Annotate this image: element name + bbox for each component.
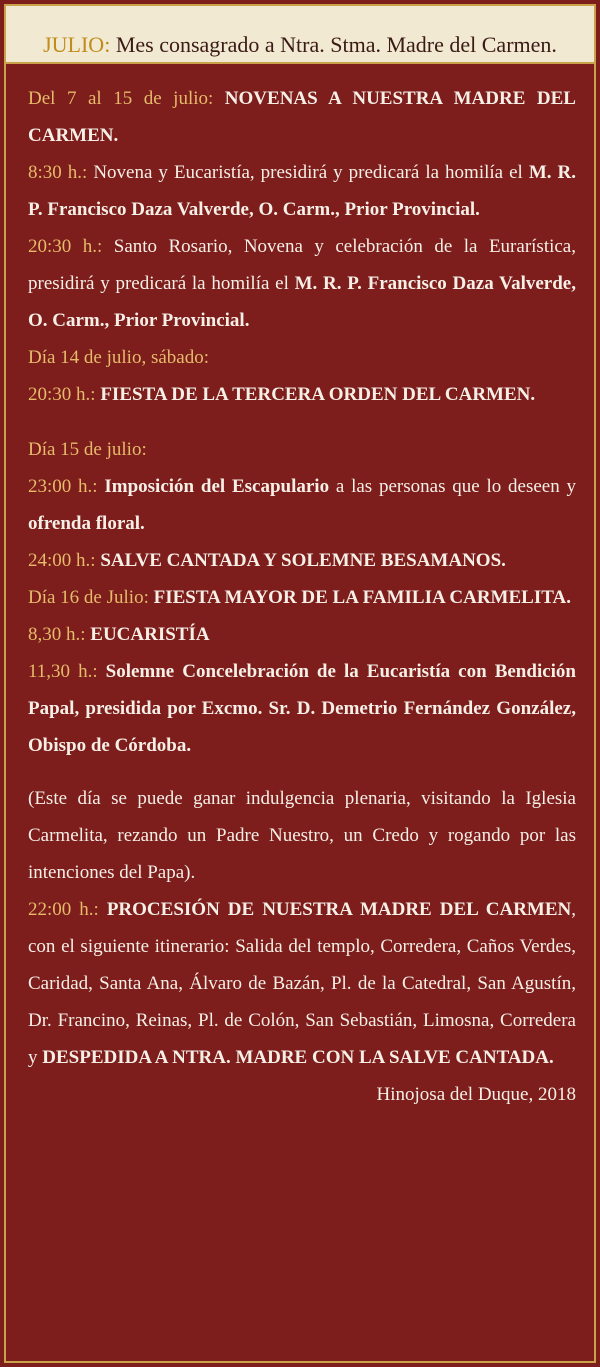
entry-bold: Imposición del Escapulario [97, 476, 330, 497]
entry-text: Santo Rosario, Novena y celebración de la Eurarística, presidirá y predicará la homilía el [28, 236, 576, 294]
header-month: JULIO: [43, 32, 111, 57]
header-subtitle: Mes consagrado a Ntra. Stma. Madre del Carmen. [110, 32, 557, 57]
signature: Hinojosa del Duque, 2018 [376, 1084, 576, 1105]
entry-besamanos [28, 542, 576, 579]
entry-2030 [28, 228, 576, 339]
entry-bold: PROCESIÓN DE NUESTRA MADRE DEL CARMEN [106, 899, 572, 920]
entry-bold: ofrenda floral. [28, 513, 145, 534]
date-label: Día 15 de julio: [28, 439, 147, 460]
entry-bold: M. R. P. Francisco Daza Valverde, O. Carm., Prior Provincial. [28, 273, 576, 331]
entry-tercera-orden [28, 376, 576, 413]
entry-time: 24:00 h.: [28, 550, 96, 571]
entry-text: , con el siguiente itinerario: Salida del templo, Corredera, Caños Verdes, Caridad, Santa Ana, Álvaro de Bazán, Pl. de la Catedral, San Agustín, Dr. Francino, Reinas, Pl. de Colón, San Sebastián, Limosna, Corredera y [28, 899, 576, 1068]
entry-text: a las personas que lo deseen y [329, 476, 576, 497]
entry-bold: SALVE CANTADA Y SOLEMNE BESAMANOS. [95, 550, 506, 571]
date-16 [28, 579, 576, 616]
entry-time: 20:30 h.: [28, 236, 103, 257]
entry-procesion [28, 891, 576, 1076]
date-label: Día 16 de Julio: [28, 587, 149, 608]
date-14 [28, 339, 576, 376]
spacer [28, 413, 576, 431]
entry-time: 22:00 h.: [28, 899, 107, 920]
entry-time: 8,30 h.: [28, 624, 86, 645]
schedule [28, 80, 576, 1113]
entry-eucaristia [28, 616, 576, 653]
spacer [28, 764, 576, 780]
indulgence-note: (Este día se puede ganar indulgencia plenaria, visitando la Iglesia Carmelita, rezando un Padre Nuestro, un Credo y rogando por las intenciones del Papa). [28, 788, 576, 883]
novenas-date: Del 7 al 15 de julio: [28, 88, 225, 109]
entry-text: Novena y Eucaristía, presidirá y predicará la homilía el [87, 162, 529, 183]
entry-concelebracion [28, 653, 576, 764]
entry-time: 20:30 h.: [28, 384, 96, 405]
entry-0830 [28, 154, 576, 228]
header-title [6, 32, 594, 58]
entry-bold: EUCARISTÍA [85, 624, 210, 645]
entry-time: 8:30 h.: [28, 162, 88, 183]
entry-escapulario [28, 468, 576, 542]
date-label: Día 14 de julio, sábado: [28, 347, 209, 368]
entry-bold: FIESTA MAYOR DE LA FAMILIA CARMELITA. [148, 587, 571, 608]
entry-bold: Solemne Concelebración de la Eucaristía con Bendición Papal, presidida por Excmo. Sr. D. Demetrio Fernández González, Obispo de Córdoba. [28, 661, 576, 756]
novenas-title: NOVENAS A NUESTRA MADRE DEL CARMEN. [28, 88, 576, 146]
entry-bold: FIESTA DE LA TERCERA ORDEN DEL CARMEN. [95, 384, 536, 405]
date-15 [28, 431, 576, 468]
entry-bold: M. R. P. Francisco Daza Valverde, O. Carm., Prior Provincial. [28, 162, 577, 220]
novenas-entry [28, 80, 576, 154]
entry-time: 23:00 h.: [28, 476, 98, 497]
header-band [6, 6, 594, 64]
entry-bold: DESPEDIDA A NTRA. MADRE CON LA SALVE CANTADA. [42, 1047, 554, 1068]
entry-time: 11,30 h.: [28, 661, 98, 682]
